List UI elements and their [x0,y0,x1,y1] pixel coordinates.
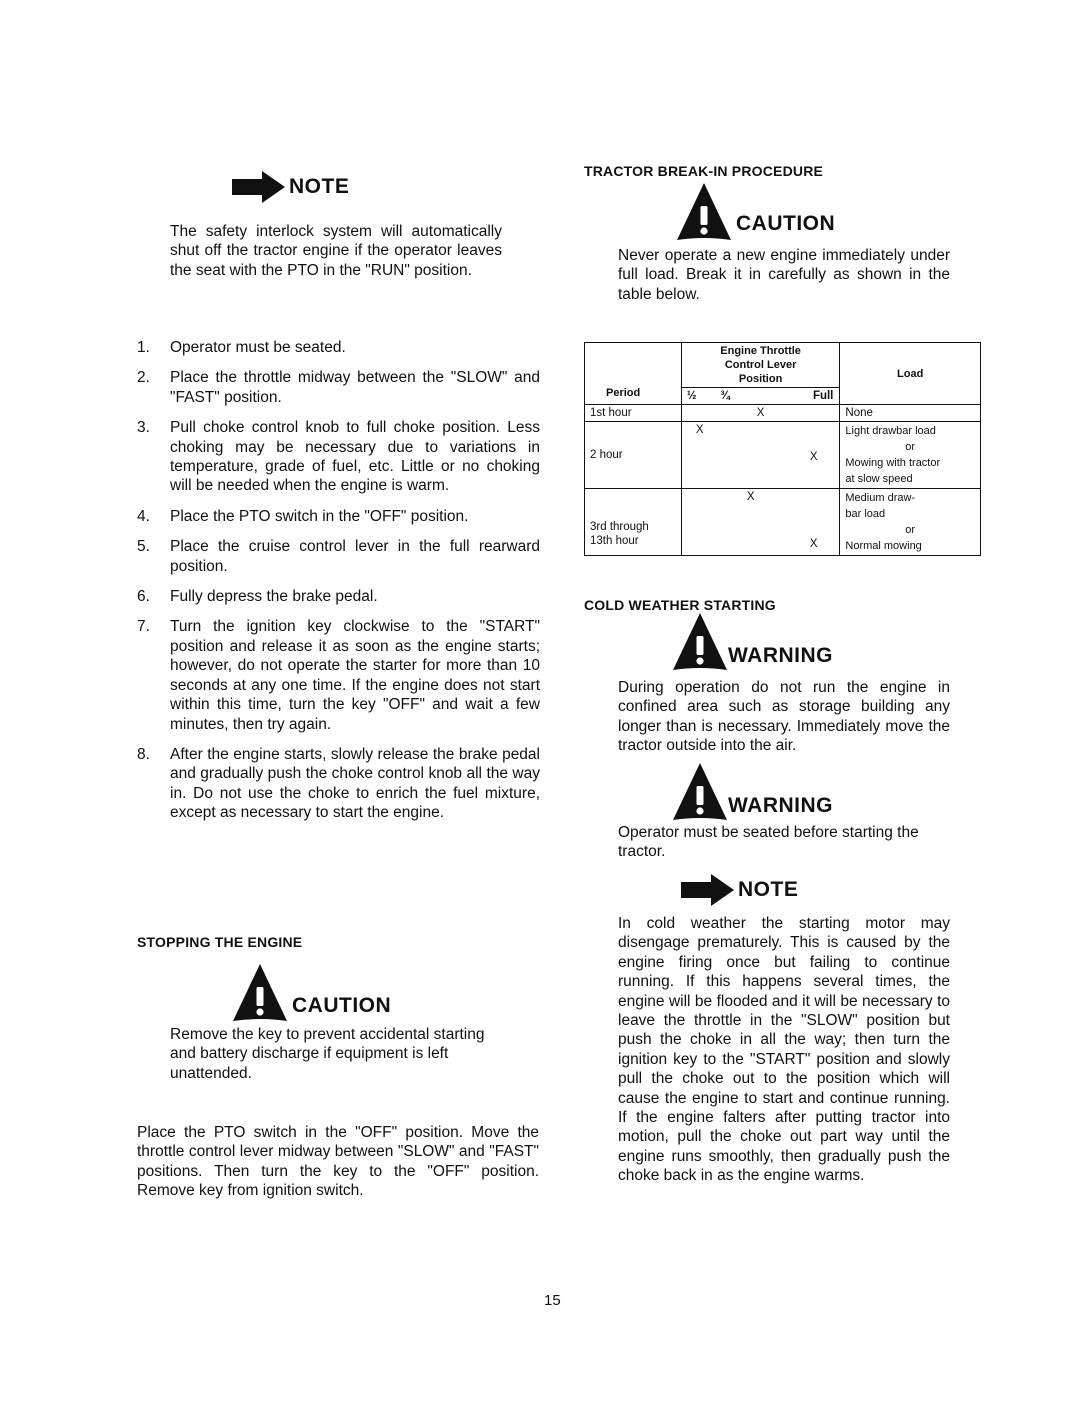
stopping-engine-body: Place the PTO switch in the "OFF" position. Move the throttle control lever midway between "SLOW" and "FAST" positions. Then turn the key to the "OFF" position. Remove key from ignition switch. [137,1124,539,1200]
warning-callout-confined [672,612,833,672]
warning-triangle-icon [672,762,728,822]
note-label: NOTE [289,175,350,198]
col-period-header: Period [606,387,641,399]
cell-load: Medium draw- [845,492,916,504]
cell-period: 13th hour [590,535,639,547]
starting-steps-list [137,338,540,834]
cell-load: at slow speed [845,473,913,485]
col-half: ½ [681,388,715,405]
break-in-heading: TRACTOR BREAK-IN PROCEDURE [584,163,824,179]
warning-triangle-icon [232,963,288,1023]
col-full: Full [771,388,840,405]
caution-body: Remove the key to prevent accidental starting and battery discharge if equipment is left unattended. [170,1026,485,1082]
cell-load: bar load [845,508,886,520]
caution-callout-stopping [232,963,391,1023]
cell-mark-group [681,422,840,489]
warning-callout-seated [672,762,833,822]
arrow-right-icon [232,170,286,204]
warning-triangle-icon [672,612,728,672]
cold-weather-heading: COLD WEATHER STARTING [584,597,776,613]
list-item: 7. Turn the ignition key clockwise to the "START" position and release it as soon as the engine starts; however, do not operate the starter for more than 10 seconds at any one time. If the engine does not start within this time, turn the key "OFF" and wait a few minutes, then try again. [137,618,540,733]
cell-mark: X [746,491,755,503]
warning-body: Operator must be seated before starting the tractor. [618,824,919,861]
caution-label: CAUTION [736,212,836,235]
caution-body: Never operate a new engine immediately under full load. Break it in carefully as shown in the table below. [618,247,950,303]
list-item: 6. Fully depress the brake pedal. [137,588,378,606]
caution-callout-break-in [676,182,835,242]
cell-load: Mowing with tractor [845,457,941,469]
list-item: 4. Place the PTO switch in the "OFF" position. [137,507,469,525]
cell-load: Light drawbar load [845,425,936,437]
warning-triangle-icon [676,182,732,242]
note-callout-top [232,170,349,204]
list-item: 2. Place the throttle midway between the "SLOW" and "FAST" position. [137,369,540,406]
cell-mark: X [809,538,818,550]
table-row [585,489,981,556]
col-three-quarter: ¾ [715,388,771,405]
note-body: In cold weather the starting motor may disengage prematurely. This is caused by the engine firing once but failing to continue running. If this happens several times, the engine will be flooded and it will be necessary to leave the throttle in the "SLOW" position but push the choke in all the way; then turn the ignition key to the "START" position and slowly pull the choke out to the position which will cause the engine to start and continue running. If the engine falters after putting tractor into motion, pull the choke out part way until the engine runs smoothly, then gradually push the choke back in as the engine warms. [618,915,950,1185]
table-row [585,405,981,422]
cell-load-or: or [905,441,916,453]
note-callout-cold [681,873,798,907]
cell-mark: X [681,405,840,422]
table-row [585,422,981,489]
page-number: 15 [544,1292,561,1309]
note-label: NOTE [738,878,799,901]
warning-label: WARNING [728,794,833,817]
caution-label: CAUTION [292,994,392,1017]
list-item: 1. Operator must be seated. [137,339,346,356]
warning-body: During operation do not run the engine in confined area such as storage building any longer than is necessary. Immediately move the tractor outside into the air. [618,679,950,755]
cell-mark: X [809,451,818,463]
break-in-table [584,342,981,556]
arrow-right-icon [681,873,735,907]
cell-load-or: or [905,524,916,536]
list-item: 8. After the engine starts, slowly release the brake pedal and gradually push the choke control knob all the way in. Do not use the choke to enrich the fuel mixture, except as necessary to start the engine. [137,745,540,822]
cell-mark-group [681,489,840,556]
cell-period: 2 hour [585,422,682,489]
col-throttle-header-line2: Control Lever [724,359,797,371]
list-item: 5. Place the cruise control lever in the full rearward position. [137,538,540,575]
warning-label: WARNING [728,644,833,667]
col-throttle-header-line1: Engine Throttle [720,345,801,357]
cell-period: 3rd through [590,521,649,533]
note-body: The safety interlock system will automatically shut off the tractor engine if the operator leaves the seat with the PTO in the "RUN" position. [170,223,502,279]
stopping-engine-heading: STOPPING THE ENGINE [137,934,303,950]
table-row [585,343,981,388]
list-item: 3. Pull choke control knob to full choke position. Less choking may be necessary due to variations in temperature, grade of fuel, etc. Little or no choking will be needed when the engine is warm. [137,419,540,495]
cell-mark: X [695,424,704,436]
col-load-header: Load [897,367,924,380]
cell-load: None [840,405,981,422]
cell-period: 1st hour [585,405,682,422]
cell-load: Normal mowing [845,540,922,552]
col-throttle-header-line3: Position [738,373,783,385]
